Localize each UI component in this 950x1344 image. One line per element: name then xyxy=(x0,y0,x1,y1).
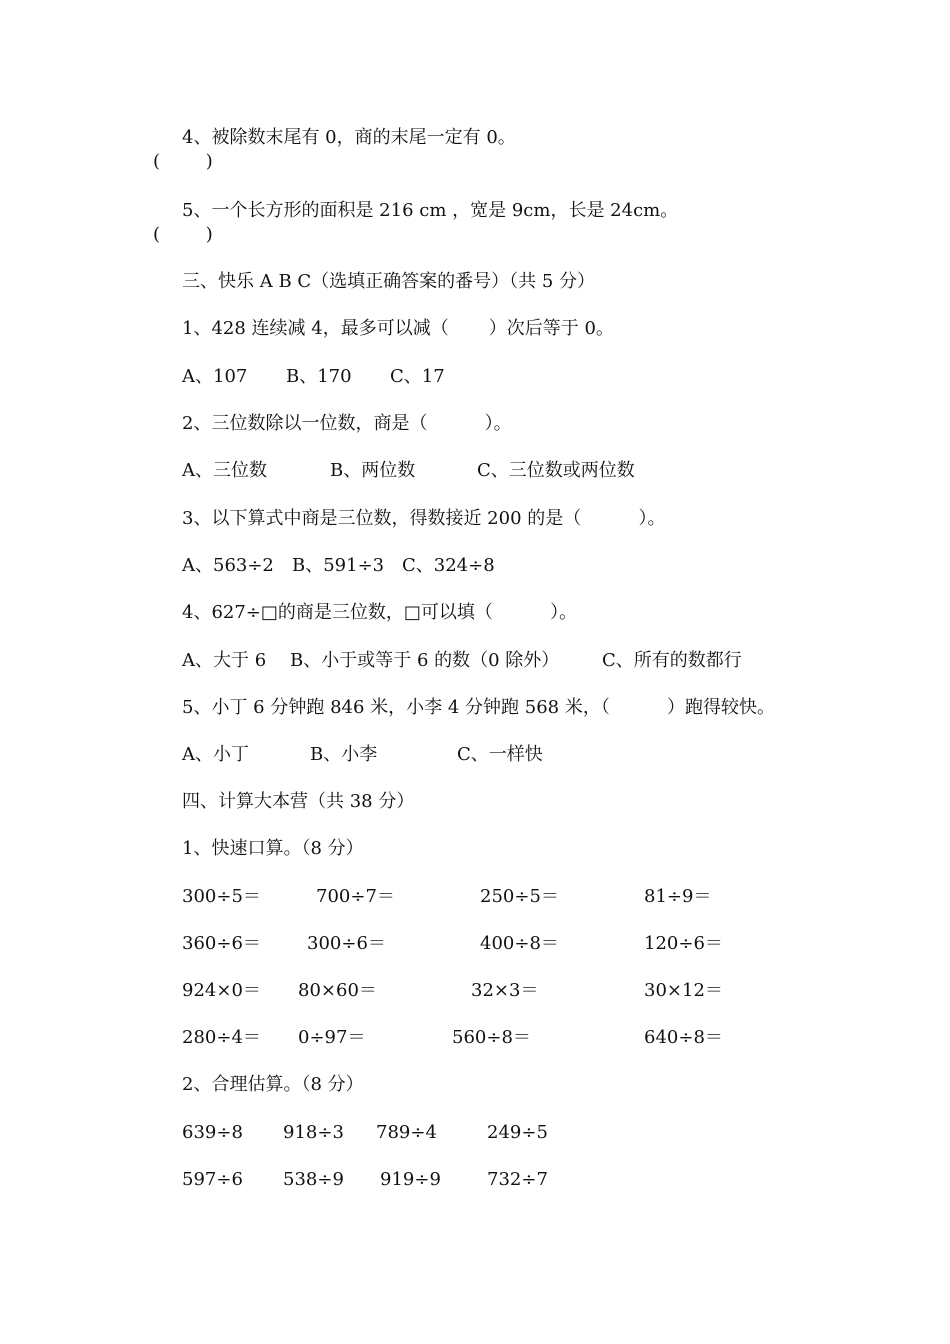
option-b: B、小李 xyxy=(310,744,378,765)
calc-item: 30×12＝ xyxy=(644,980,723,1001)
estimate-item: 789÷4 xyxy=(376,1122,437,1143)
judgment-q5-blank: ( ) xyxy=(153,224,213,245)
option-a: A、小丁 xyxy=(182,744,249,765)
option-a: A、大于 6 xyxy=(182,650,267,671)
calc-item: 300÷5＝ xyxy=(182,886,261,907)
estimate-item: 918÷3 xyxy=(283,1122,344,1143)
calc-item: 0÷97＝ xyxy=(298,1027,366,1048)
calc-item: 360÷6＝ xyxy=(182,933,261,954)
section4-title: 四、计算大本营（共 38 分） xyxy=(182,791,415,812)
estimate-item: 249÷5 xyxy=(487,1122,548,1143)
option-c: C、所有的数都行 xyxy=(602,650,742,671)
option-c: C、324÷8 xyxy=(402,555,495,576)
option-b: B、两位数 xyxy=(330,460,416,481)
estimate-item: 732÷7 xyxy=(487,1169,548,1190)
estimate-item: 538÷9 xyxy=(283,1169,344,1190)
calc-item: 32×3＝ xyxy=(471,980,539,1001)
section3-question: 2、三位数除以一位数，商是（ ）。 xyxy=(182,413,512,434)
calc-item: 924×0＝ xyxy=(182,980,261,1001)
calc-item: 280÷4＝ xyxy=(182,1027,261,1048)
part1-title: 1、快速口算。（8 分） xyxy=(182,838,364,859)
calc-item: 700÷7＝ xyxy=(316,886,395,907)
judgment-q5: 5、一个长方形的面积是 216 cm ，宽是 9cm，长是 24cm。 xyxy=(182,200,679,221)
calc-item: 250÷5＝ xyxy=(480,886,559,907)
judgment-q4: 4、被除数末尾有 0，商的末尾一定有 0。 xyxy=(182,127,516,148)
part2-title: 2、合理估算。（8 分） xyxy=(182,1074,364,1095)
calc-item: 81÷9＝ xyxy=(644,886,712,907)
option-c: C、一样快 xyxy=(457,744,543,765)
section3-question: 4、627÷□的商是三位数，□可以填（ ）。 xyxy=(182,602,578,623)
option-b: B、170 xyxy=(286,366,352,387)
calc-item: 120÷6＝ xyxy=(644,933,723,954)
option-c: C、17 xyxy=(390,366,445,387)
calc-item: 300÷6＝ xyxy=(307,933,386,954)
option-b: B、小于或等于 6 的数（0 除外） xyxy=(290,650,560,671)
estimate-item: 597÷6 xyxy=(182,1169,243,1190)
option-a: A、107 xyxy=(182,366,248,387)
estimate-item: 919÷9 xyxy=(380,1169,441,1190)
calc-item: 80×60＝ xyxy=(298,980,377,1001)
estimate-item: 639÷8 xyxy=(182,1122,243,1143)
judgment-q4-blank: ( ) xyxy=(153,151,213,172)
option-c: C、三位数或两位数 xyxy=(477,460,635,481)
calc-item: 400÷8＝ xyxy=(480,933,559,954)
section3-question: 1、428 连续减 4，最多可以减（ ）次后等于 0。 xyxy=(182,318,614,339)
option-b: B、591÷3 xyxy=(292,555,385,576)
option-a: A、三位数 xyxy=(182,460,267,481)
calc-item: 640÷8＝ xyxy=(644,1027,723,1048)
option-a: A、563÷2 xyxy=(182,555,274,576)
section3-question: 5、小丁 6 分钟跑 846 米，小李 4 分钟跑 568 米，（ ）跑得较快。 xyxy=(182,697,776,718)
section3-title: 三、快乐 A B C（选填正确答案的番号）（共 5 分） xyxy=(182,271,596,292)
calc-item: 560÷8＝ xyxy=(452,1027,531,1048)
section3-question: 3、以下算式中商是三位数，得数接近 200 的是（ ）。 xyxy=(182,508,666,529)
